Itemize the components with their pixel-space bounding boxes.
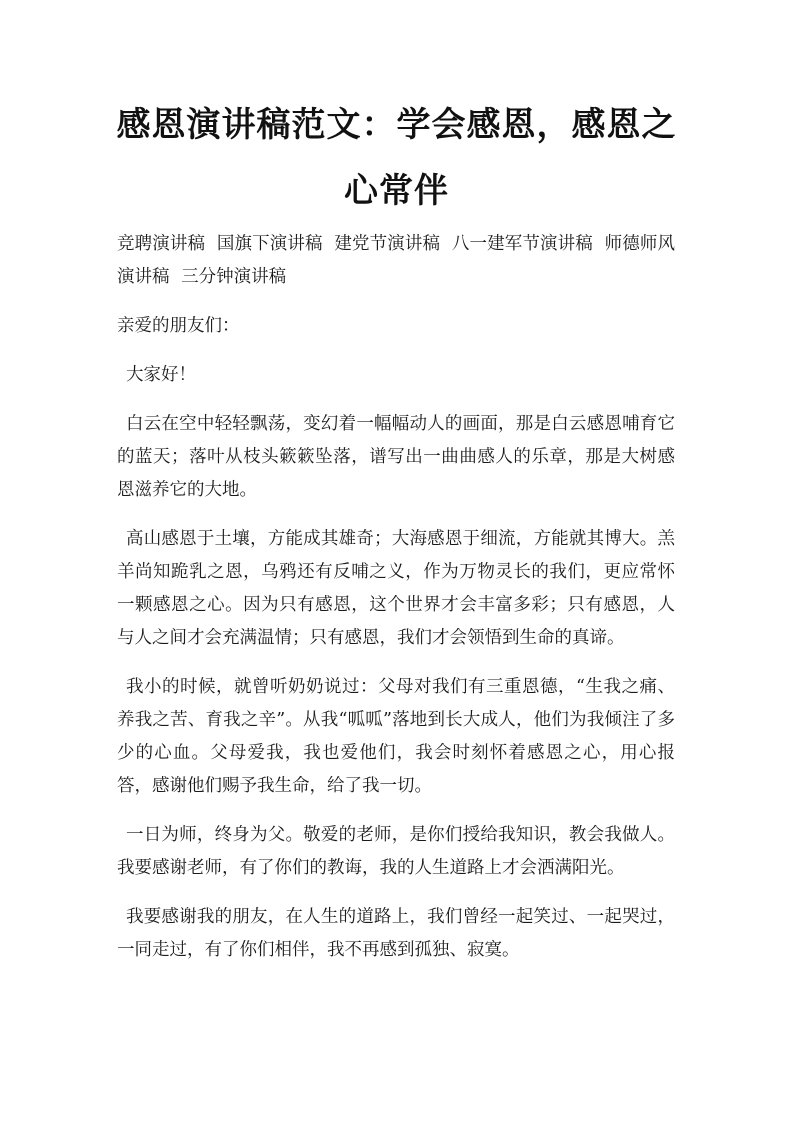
paragraph: 白云在空中轻轻飘荡，变幻着一幅幅动人的画面，那是白云感恩哺育它的蓝天；落叶从枝头簌簌坠落，谱写出一曲曲感人的乐章，那是大树感恩滋养它的大地。 xyxy=(117,414,675,500)
tag-link[interactable]: 师德师风演讲稿 xyxy=(117,234,676,287)
tag-link[interactable]: 建党节演讲稿 xyxy=(334,234,441,254)
document-body xyxy=(117,228,675,983)
greeting: 大家好！ xyxy=(126,365,196,385)
paragraph: 我小的时候，就曾听奶奶说过：父母对我们有三重恩德，“生我之痛、养我之苦、育我之辛”。从我“呱呱”落地到长大成人，他们为我倾注了多少的心血。父母爱我，我也爱他们，我会时刻怀着感恩之心，用心报答，感谢他们赐予我生命，给了我一切。 xyxy=(117,677,675,796)
tag-link[interactable]: 三分钟演讲稿 xyxy=(181,267,287,287)
tag-link[interactable]: 国旗下演讲稿 xyxy=(216,234,323,254)
salutation: 亲爱的朋友们： xyxy=(117,316,240,336)
tag-list xyxy=(117,228,675,294)
tag-link[interactable]: 竞聘演讲稿 xyxy=(117,234,206,254)
paragraph: 我要感谢我的朋友，在人生的道路上，我们曾经一起笑过、一起哭过，一同走过，有了你们相伴，我不再感到孤独、寂寞。 xyxy=(117,907,675,960)
paragraph: 一日为师，终身为父。敬爱的老师，是你们授给我知识，教会我做人。我要感谢老师，有了你们的教诲，我的人生道路上才会洒满阳光。 xyxy=(117,825,675,878)
paragraph: 高山感恩于土壤，方能成其雄奇；大海感恩于细流，方能就其博大。羔羊尚知跪乳之恩，乌鸦还有反哺之义，作为万物灵长的我们，更应常怀一颗感恩之心。因为只有感恩，这个世界才会丰富多彩；只有感恩，人与人之间才会充满温情；只有感恩，我们才会领悟到生命的真谛。 xyxy=(117,529,675,648)
tag-link[interactable]: 八一建军节演讲稿 xyxy=(451,234,593,254)
document-title: 感恩演讲稿范文：学会感恩，感恩之心常伴 xyxy=(116,105,677,211)
